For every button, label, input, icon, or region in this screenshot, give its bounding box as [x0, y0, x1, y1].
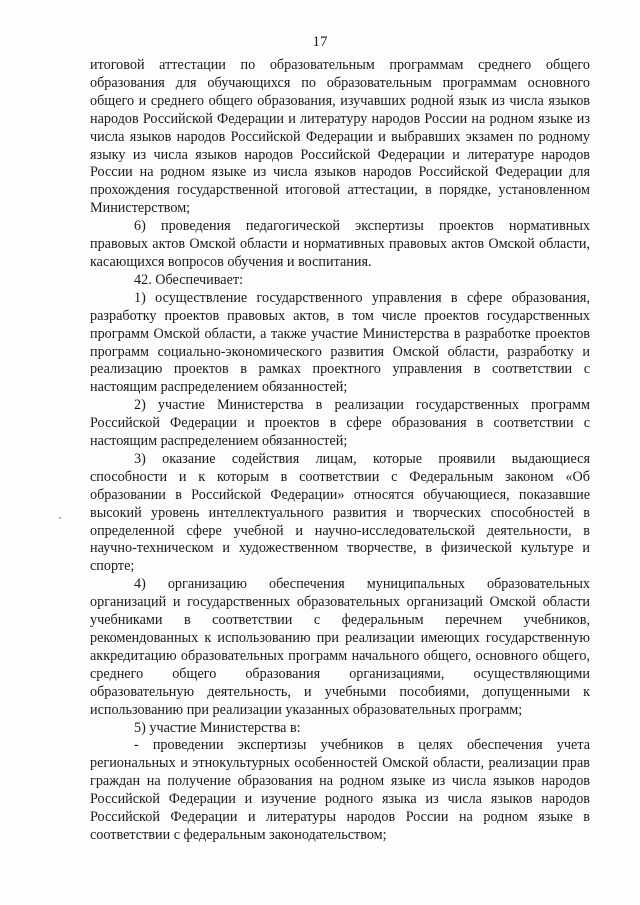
paragraph-continuation: итоговой аттестации по образовательным программам среднего общего образования для обучающихся по образовательным программам основного общего и среднего общего образования, изучавших родной язык из числа языков народов Российской Федерации и литературу народов России на родном языке из числа языков народов Российской Федерации и выбравших экзамен по родному языку из числа языков народов Российской Федерации и литературе народов России на родном языке из числа языков народов Российской Федерации для прохождения государственной итоговой аттестации, в порядке, установленном Министерством;	[90, 57, 590, 217]
paragraph-subitem: - проведении экспертизы учебников в целях обеспечения учета региональных и этнокультурных особенностей Омской области, реализации прав граждан на получение образования на родном языке из числа языков народов Российской Федерации и изучение родного языка из числа языков народов Российской Федерации и литературы народов России на родном языке в соответствии с федеральным законодательством;	[90, 737, 590, 843]
paragraph-clause-42: 42. Обеспечивает:	[134, 271, 244, 288]
paragraph-item-6: 6) проведения педагогической экспертизы проектов нормативных правовых актов Омской области и нормативных правовых актов Омской области, касающихся вопросов обучения и воспитания.	[90, 218, 590, 270]
paragraph-item-3: 3) оказание содействия лицам, которые проявили выдающиеся способности и к которым в соответствии с Федеральным законом «Об образовании в Российской Федерации» относятся обучающиеся, показавшие высокий уровень интеллектуального развития и творческих способностей в определенной сфере учебной и научно-исследовательской деятельности, в научно-техническом и художественном творчестве, в физической культуре и спорте;	[90, 450, 590, 575]
paragraph-item-4: 4) организацию обеспечения муниципальных образовательных организаций и государственных образовательных организаций Омской области учебниками в соответствии с федеральным перечнем учебников, рекомендованных к использованию при реализации имеющих государственную аккредитацию образовательных программ начального общего, основного общего, среднего общего образования организациями, осуществляющими образовательную деятельность, и учебными пособиями, допущенными к использованию при реализации указанных образовательных программ;	[90, 576, 590, 718]
paragraph-item-1: 1) осуществление государственного управления в сфере образования, разработку проектов правовых актов, в том числе проектов государственных программ Омской области, а также участие Министерства в разработке проектов программ социально-экономического развития Омской области, разработку и реализацию проектов в рамках проектного управления в соответствии с настоящим распределением обязанностей;	[90, 289, 590, 396]
paragraph-item-5: 5) участие Министерства в:	[134, 719, 301, 736]
paragraph-item-2: 2) участие Министерства в реализации государственных программ Российской Федерации и проектов в сфере образования в соответствии с настоящим распределением обязанностей;	[90, 397, 590, 450]
document-body	[90, 57, 590, 845]
scan-artifact-dot	[59, 517, 61, 519]
page-number: 17	[312, 34, 328, 50]
